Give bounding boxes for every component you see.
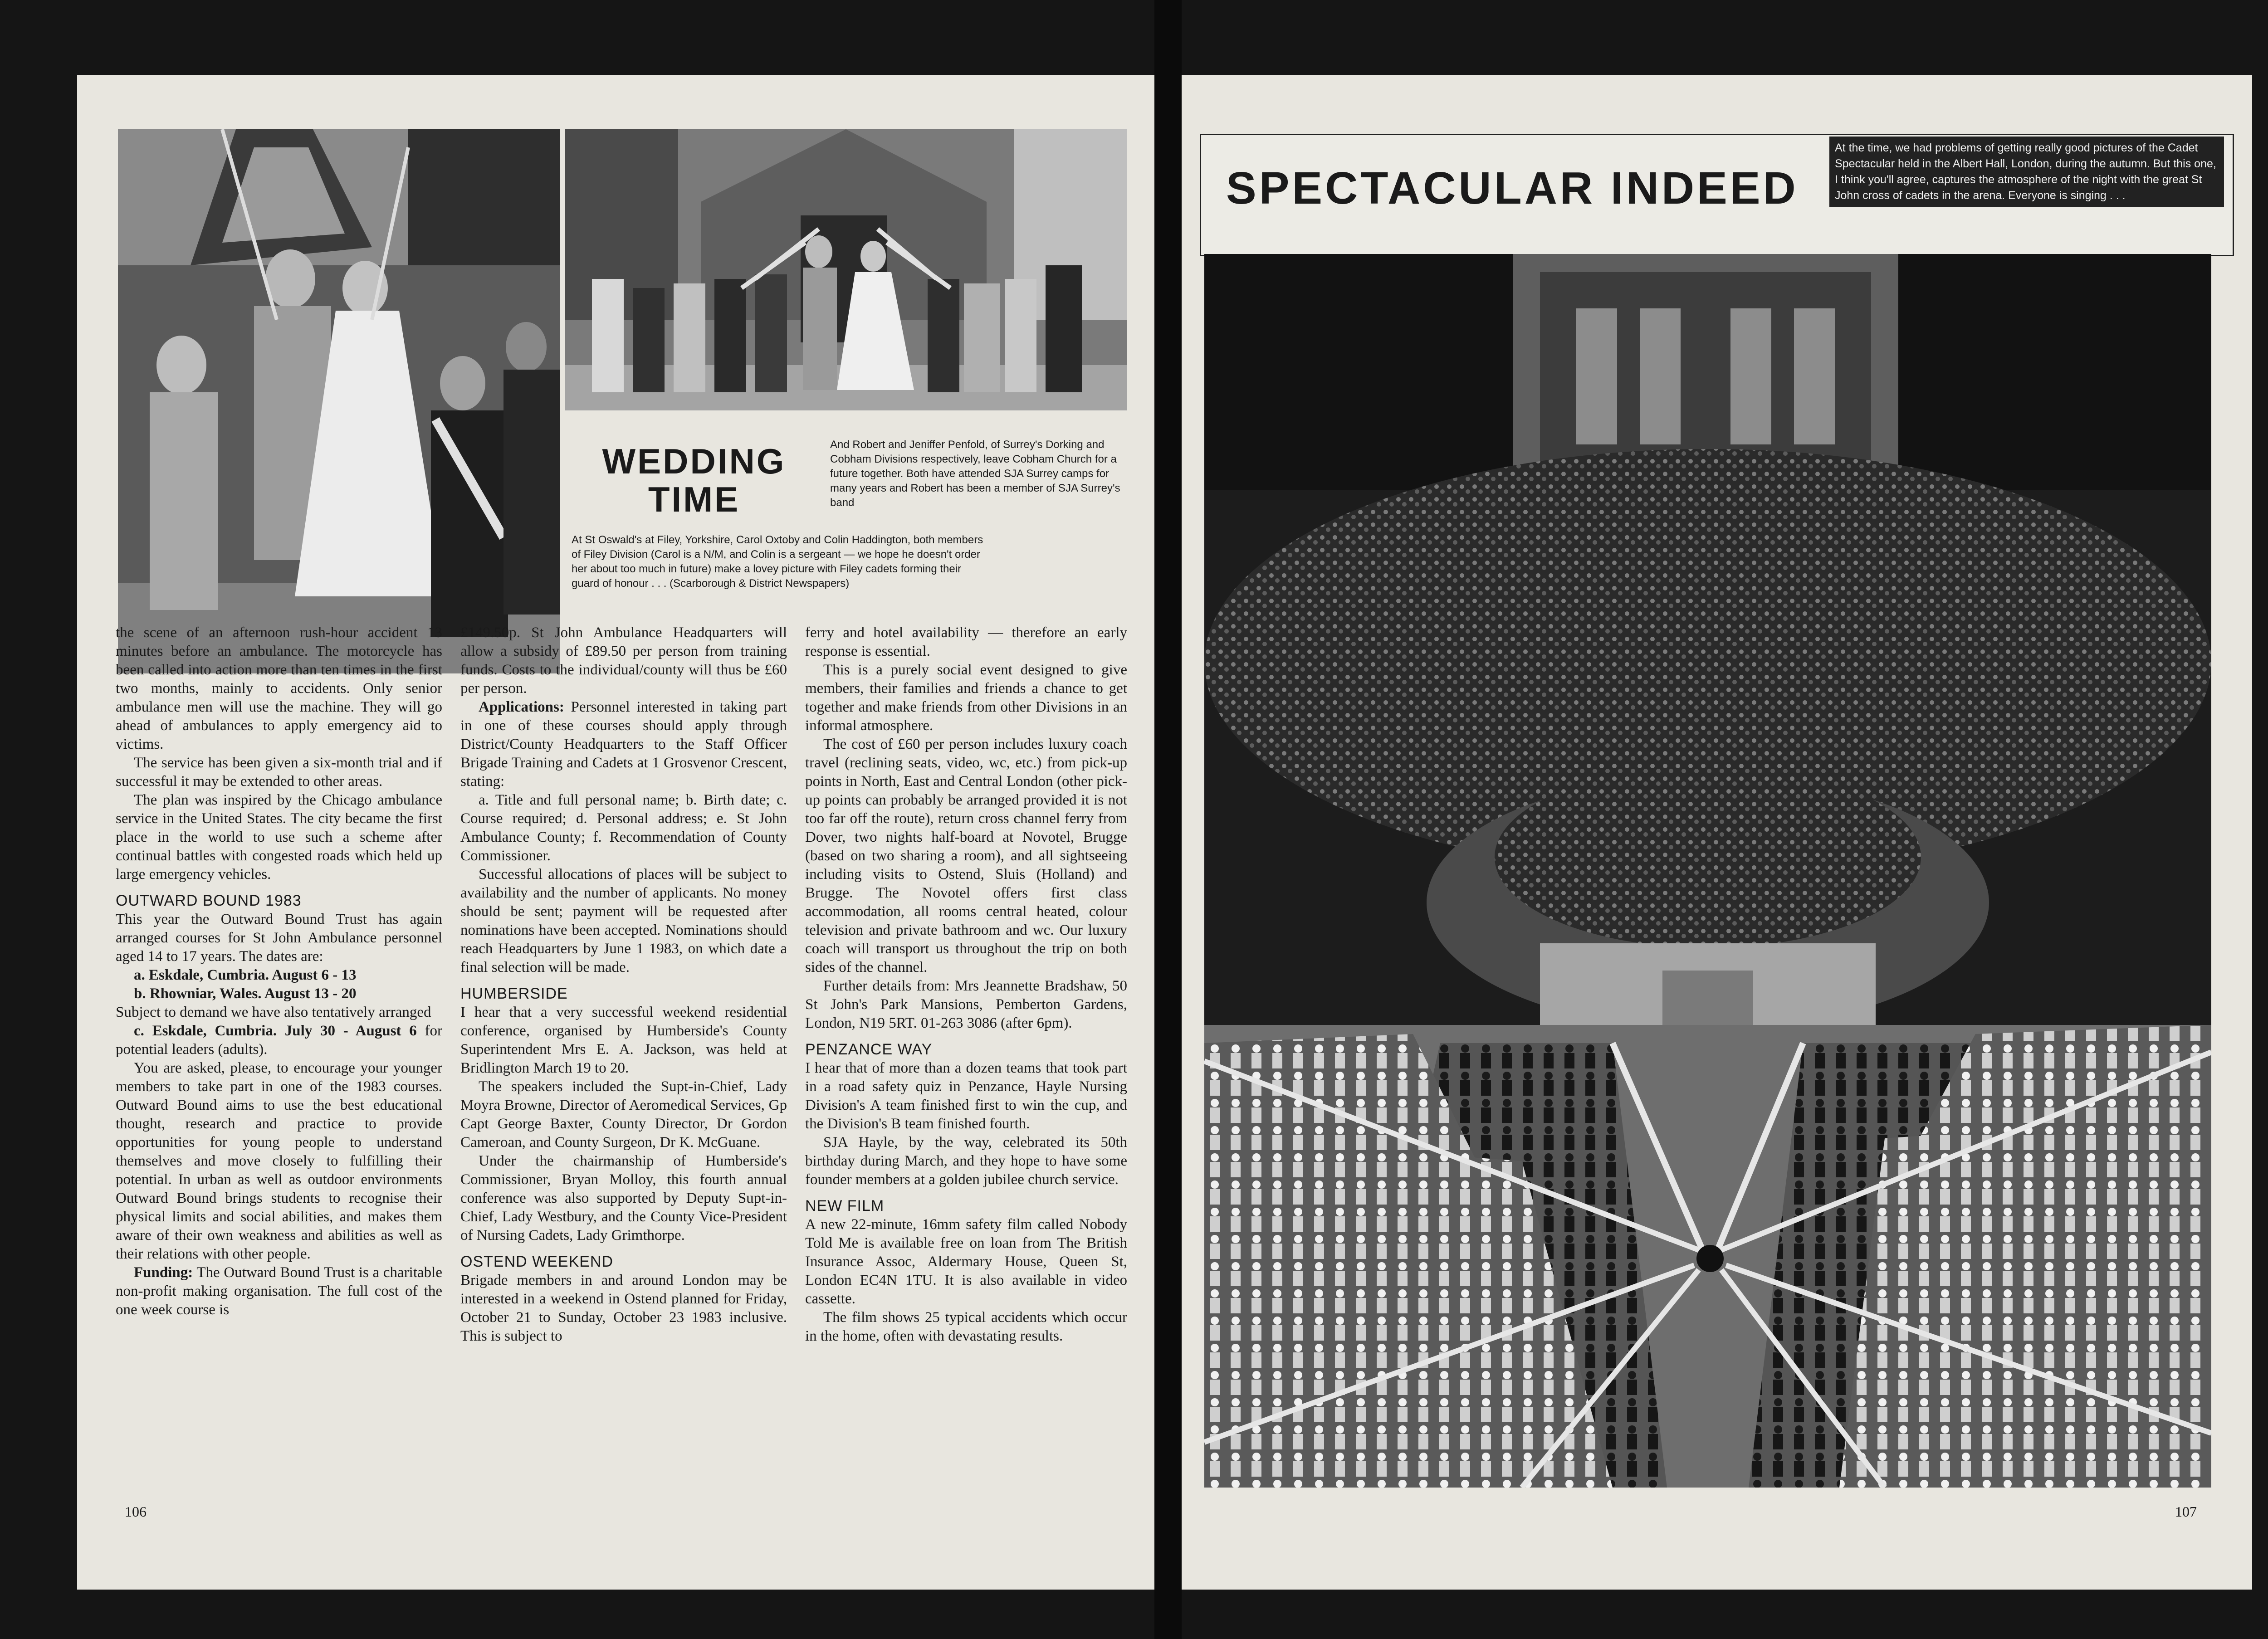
heading-ostend: OSTEND WEEKEND bbox=[460, 1253, 614, 1270]
col3-p3: The cost of £60 per person includes luxury coach travel (reclining seats, video, wc, etc.) from pick-up points in North, East and Central London (other pick-up points can probably be arranged provided it is not too far off the route), return cross channel ferry from Dover, two nights half-board at Novotel, Brugge (based on two sharing a room), and all sightseeing including visits to Ostend, Sluis (Holland) and Brugge. The Novotel offers first class accommodation, all rooms central heated, colour television and private bathroom and wc. Our luxury coach will transport us throughout the trip on both sides of the channel. bbox=[805, 736, 1127, 976]
applications-text: Personnel interested in taking part in one of these courses should apply through District/County Headquarters to the Staff Officer Brigade Training and Cadets at 1 Grosvenor Crescent, stating: bbox=[460, 699, 787, 790]
heading-line-2: TIME bbox=[648, 479, 740, 519]
albert-hall-photo bbox=[1204, 254, 2211, 1488]
col3-p8: The film shows 25 typical accidents which occur in the home, often with devastating results. bbox=[805, 1309, 1127, 1344]
caption-filey: At St Oswald's at Filey, Yorkshire, Carol Oxtoby and Colin Haddington, both members of Filey Division (Carol is a N/M, and Colin is a sergeant — we hope he doesn't order her about too much in future) make a lovey picture with Filey cadets forming their guard of honour . . . (Scarborough & District Newspapers) bbox=[572, 534, 983, 590]
course-c-rest: for potential leaders (adults). bbox=[116, 1023, 442, 1058]
col2-p7: Under the chairmanship of Humberside's Commissioner, Bryan Molloy, this fourth annual conference was also supported by Deputy Supt-in-Chief, Lady Westbury, and the County Vice-President of Nursing Cadets, Lady Grimthorpe. bbox=[460, 1153, 787, 1244]
wedding-time-heading bbox=[565, 442, 823, 518]
col3-p1: ferry and hotel availability — therefore an early response is essential. bbox=[805, 624, 1127, 659]
col1-p5: Subject to demand we have also tentatively arranged bbox=[116, 1004, 431, 1020]
col3-p5: I hear that of more than a dozen teams that took part in a road safety quiz in Penzance, Hayle Nursing Division's A team finished first to win the cup, and the Division's B team finished fourth. bbox=[805, 1060, 1127, 1132]
heading-penzance: PENZANCE WAY bbox=[805, 1041, 933, 1058]
col2-p1: £149.50p. St John Ambulance Headquarters will allow a subsidy of £89.50 per person from training funds. Costs to the individual/county will thus be £60 per person. bbox=[460, 624, 787, 697]
column-2 bbox=[460, 624, 787, 1346]
col2-p8: Brigade members in and around London may be interested in a weekend in Ostend planned for Friday, October 21 to Sunday, October 23 1983 inclusive. This is subject to bbox=[460, 1272, 787, 1344]
title-bar bbox=[1200, 134, 2234, 256]
heading-new-film: NEW FILM bbox=[805, 1197, 885, 1215]
funding-para bbox=[116, 1263, 442, 1319]
course-b: b. Rhowniar, Wales. August 13 - 20 bbox=[134, 985, 357, 1002]
spectacular-title: SPECTACULAR INDEED bbox=[1226, 163, 1799, 214]
course-c-para bbox=[116, 1022, 442, 1059]
col2-p5: I hear that a very successful weekend residential conference, organised by Humberside's County Superintendent Mrs E. A. Jackson, was held at Bridlington March 19 to 20. bbox=[460, 1004, 787, 1076]
col3-p4: Further details from: Mrs Jeannette Bradshaw, 50 St John's Park Mansions, Pemberton Gardens, London, N19 5RT. 01-263 3086 (after 6pm). bbox=[805, 978, 1127, 1031]
col2-p4: Successful allocations of places will be subject to availability and the number of applicants. No money should be sent; payment will be requested after nominations have been accepted. Nominations should reach Headquarters by June 1 1983, on which date a final selection will be made. bbox=[460, 866, 787, 976]
applications-para bbox=[460, 698, 787, 791]
funding-text: The Outward Bound Trust is a charitable non-profit making organisation. The full cost of the one week course is bbox=[116, 1264, 442, 1318]
heading-line-1: WEDDING bbox=[602, 441, 786, 481]
col2-p3: a. Title and full personal name; b. Birth date; c. Course required; d. Personal address; e. St John Ambulance County; f. Recommendation of County Commissioner. bbox=[460, 792, 787, 864]
col3-p2: This is a purely social event designed to give members, their families and friends a chance to get together and make friends from other Divisions in an informal atmosphere. bbox=[805, 662, 1127, 734]
col1-p2: The service has been given a six-month trial and if successful it may be extended to other areas. bbox=[116, 755, 442, 790]
column-3 bbox=[805, 624, 1127, 1346]
column-1 bbox=[116, 624, 442, 1319]
wedding-photo-cobham bbox=[565, 129, 1127, 410]
col3-p6: SJA Hayle, by the way, celebrated its 50th birthday during March, and they hope to have some founder members at a golden jubilee church service. bbox=[805, 1134, 1127, 1188]
right-page bbox=[1182, 75, 2252, 1590]
col1-p3: The plan was inspired by the Chicago ambulance service in the United States. The city became the first place in the world to use such a scheme after continual battles with congested roads which held up large emergency vehicles. bbox=[116, 792, 442, 883]
spectacular-caption: At the time, we had problems of getting really good pictures of the Cadet Spectacular held in the Albert Hall, London, during the autumn. But this one, I think you'll agree, captures the atmosphere of the night with the great St John cross of cadets in the arena. Everyone is singing . . . bbox=[1829, 137, 2224, 207]
course-c: c. Eskdale, Cumbria. July 30 - August 6 bbox=[134, 1023, 417, 1039]
applications-label: Applications: bbox=[479, 699, 564, 715]
heading-humberside: HUMBERSIDE bbox=[460, 985, 568, 1002]
caption-cobham: And Robert and Jeniffer Penfold, of Surrey's Dorking and Cobham Divisions respectively, leave Cobham Church for a future together. Both have attended SJA Surrey camps for many years and Robert has been a member of SJA Surrey's band bbox=[830, 439, 1120, 509]
book-spine bbox=[1154, 0, 1182, 1639]
course-a: a. Eskdale, Cumbria. August 6 - 13 bbox=[134, 967, 357, 983]
col2-p6: The speakers included the Supt-in-Chief, Lady Moyra Browne, Director of Aeromedical Services, Gp Capt George Baxter, County Director, Dr Gordon Cameroan, and County Surgeon, Dr K. McGuane. bbox=[460, 1078, 787, 1151]
col3-p7: A new 22-minute, 16mm safety film called Nobody Told Me is available free on loan from The British Insurance Assoc, Aldermary House, Queen St, London EC4N 1TU. It is also available in video cassette. bbox=[805, 1216, 1127, 1307]
col1-p1: the scene of an afternoon rush-hour accident 13 minutes before an ambulance. The motorcycle has been called into action more than ten times in the first two months, mainly to accidents. Only senior ambulance men will use the machine. They will go ahead of ambulances to apply emergency aid to victims. bbox=[116, 624, 442, 752]
page-number-left: 106 bbox=[125, 1503, 147, 1520]
heading-outward-bound: OUTWARD BOUND 1983 bbox=[116, 892, 302, 909]
wedding-photo-filey bbox=[118, 129, 560, 673]
page-number-right: 107 bbox=[2175, 1503, 2197, 1520]
left-page bbox=[77, 75, 1154, 1590]
funding-label: Funding: bbox=[134, 1264, 193, 1281]
col1-p4: This year the Outward Bound Trust has again arranged courses for St John Ambulance personnel aged 14 to 17 years. The dates are: bbox=[116, 911, 442, 965]
col1-p6: You are asked, please, to encourage your younger members to take part in one of the 1983 courses. Outward Bound aims to use the best educational thought, research and practice to provide opportunities for young people to understand themselves and move closely to fulfilling their potential. In urban as well as outdoor environments Outward Bound brings students to recognise their physical limits and social abilities, and makes them aware of their own weakness and abilities as well as their relations with other people. bbox=[116, 1060, 442, 1262]
